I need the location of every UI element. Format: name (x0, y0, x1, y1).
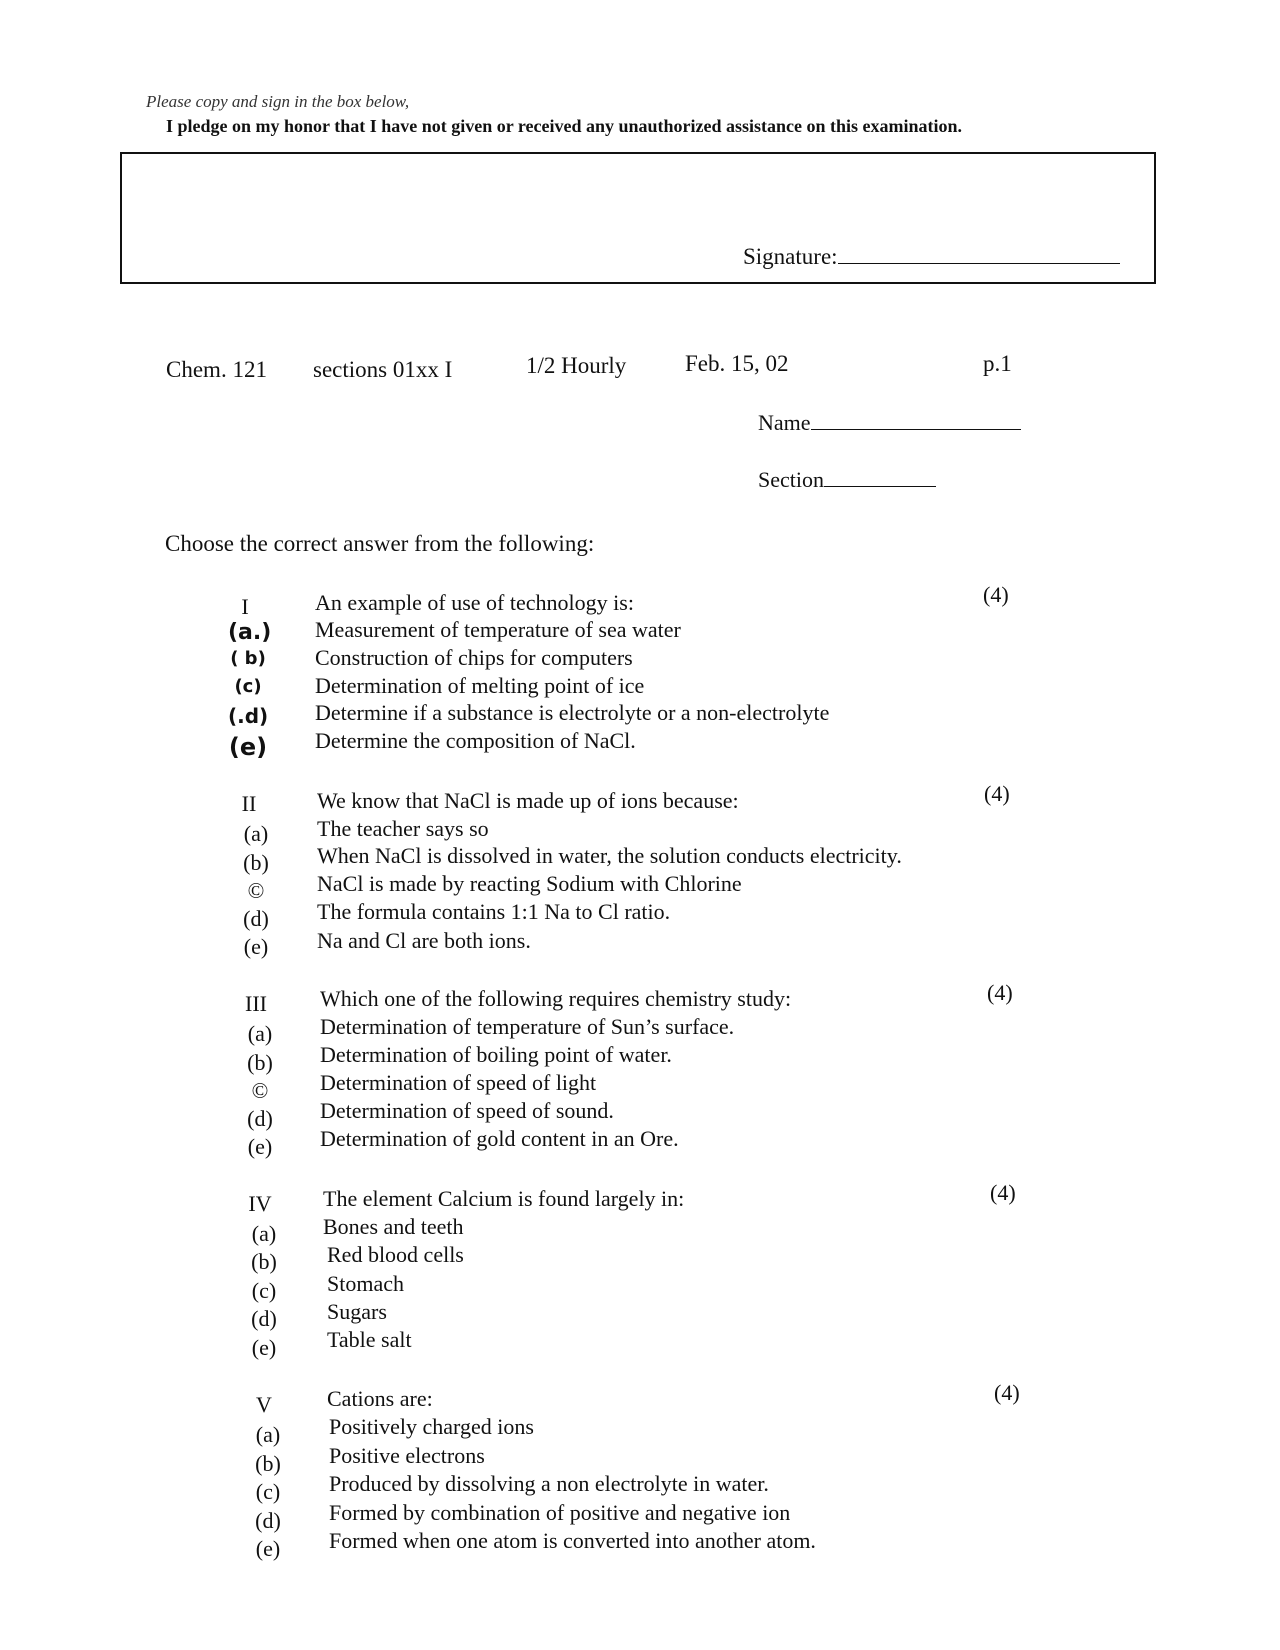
instructions-text: Choose the correct answer from the following: (165, 531, 595, 556)
option-text[interactable]: The teacher says so (317, 816, 489, 841)
option-text[interactable]: Sugars (327, 1299, 387, 1324)
question-points: (4) (983, 582, 1009, 607)
option-text[interactable]: Determination of gold content in an Ore. (320, 1126, 679, 1151)
option-label[interactable]: (b) (251, 1249, 277, 1274)
name-label: Name (758, 410, 811, 435)
option-label[interactable]: (d) (251, 1306, 277, 1331)
option-label[interactable]: (b) (255, 1451, 281, 1476)
option-label[interactable]: (d) (243, 906, 269, 931)
exam-type: 1/2 Hourly (526, 353, 627, 378)
option-text[interactable]: Construction of chips for computers (315, 645, 633, 670)
option-text[interactable]: Determination of temperature of Sun’s surface. (320, 1014, 735, 1039)
option-label[interactable]: © (251, 1078, 269, 1103)
question-text: Cations are: (327, 1386, 433, 1411)
option-label[interactable]: (a) (255, 1422, 281, 1447)
option-label[interactable]: (a) (251, 1221, 277, 1246)
page-number: p.1 (983, 351, 1012, 376)
option-text[interactable]: Produced by dissolving a non electrolyte in water. (329, 1471, 769, 1496)
signature-line[interactable] (838, 263, 1120, 264)
option-label[interactable]: (c) (251, 1278, 277, 1303)
exam-date: Feb. 15, 02 (685, 351, 789, 376)
question-number: IV (248, 1191, 272, 1216)
option-text[interactable]: When NaCl is dissolved in water, the solution conducts electricity. (317, 843, 902, 868)
option-label[interactable]: (e) (251, 1335, 277, 1360)
option-text[interactable]: Stomach (327, 1271, 404, 1296)
option-label[interactable]: © (247, 878, 265, 903)
option-label[interactable]: (a) (247, 1021, 273, 1046)
option-text[interactable]: Determination of melting point of ice (315, 673, 645, 698)
signature-field[interactable] (743, 244, 1120, 270)
question-number: II (241, 791, 257, 816)
option-text[interactable]: Determination of speed of light (320, 1070, 597, 1095)
question-number: I (241, 594, 249, 619)
option-text[interactable]: NaCl is made by reacting Sodium with Chlorine (317, 871, 742, 896)
question-text: We know that NaCl is made up of ions because: (317, 788, 739, 813)
option-label[interactable]: (c) (234, 676, 262, 697)
question-points: (4) (984, 781, 1010, 806)
question-points: (4) (994, 1380, 1020, 1405)
option-text[interactable]: Positively charged ions (329, 1414, 534, 1439)
name-line[interactable] (811, 429, 1021, 430)
option-text[interactable]: Red blood cells (327, 1242, 464, 1267)
option-text[interactable]: Determination of speed of sound. (320, 1098, 614, 1123)
option-text[interactable]: Determine if a substance is electrolyte or a non-electrolyte (315, 700, 830, 725)
option-label[interactable]: (d) (255, 1508, 281, 1533)
option-text[interactable]: Formed by combination of positive and negative ion (329, 1500, 791, 1525)
option-label[interactable]: (b) (243, 850, 269, 875)
question-text: Which one of the following requires chemistry study: (320, 986, 792, 1011)
question-points: (4) (987, 980, 1013, 1005)
honor-pledge: I pledge on my honor that I have not given or received any unauthorized assistance on this examination. (166, 116, 963, 136)
course-name: Chem. 121 (166, 357, 267, 382)
option-text[interactable]: Measurement of temperature of sea water (315, 617, 681, 642)
option-text[interactable]: Determination of boiling point of water. (320, 1042, 672, 1067)
option-text[interactable]: The formula contains 1:1 Na to Cl ratio. (317, 899, 671, 924)
question-number: III (245, 991, 267, 1016)
option-label[interactable]: (d) (247, 1106, 273, 1131)
name-field[interactable] (758, 410, 1021, 436)
signature-label: Signature: (743, 244, 838, 269)
option-text[interactable]: Determine the composition of NaCl. (315, 728, 636, 753)
question-number: V (256, 1392, 272, 1417)
option-label[interactable]: ( b) (230, 648, 266, 669)
sections-label: sections 01xx I (313, 357, 453, 382)
option-label[interactable]: (c) (255, 1479, 281, 1504)
option-text[interactable]: Positive electrons (329, 1443, 485, 1468)
option-label[interactable]: (e) (228, 733, 268, 761)
option-text[interactable]: Na and Cl are both ions. (317, 928, 531, 953)
question-text: An example of use of technology is: (315, 590, 634, 615)
option-label[interactable]: (.d) (228, 704, 269, 728)
option-text[interactable]: Bones and teeth (323, 1214, 464, 1239)
option-label[interactable]: (a) (243, 821, 269, 846)
option-label[interactable]: (e) (243, 934, 269, 959)
section-field[interactable] (758, 467, 936, 493)
option-label[interactable]: (a.) (228, 620, 272, 645)
option-label[interactable]: (b) (247, 1050, 273, 1075)
option-label[interactable]: (e) (255, 1536, 281, 1561)
copy-instruction: Please copy and sign in the box below, (146, 92, 410, 111)
option-text[interactable]: Formed when one atom is converted into another atom. (329, 1528, 816, 1553)
question-text: The element Calcium is found largely in: (323, 1186, 685, 1211)
section-line[interactable] (824, 486, 936, 487)
section-label: Section (758, 467, 824, 492)
option-text[interactable]: Table salt (327, 1327, 412, 1352)
question-points: (4) (990, 1180, 1016, 1205)
option-label[interactable]: (e) (247, 1134, 273, 1159)
